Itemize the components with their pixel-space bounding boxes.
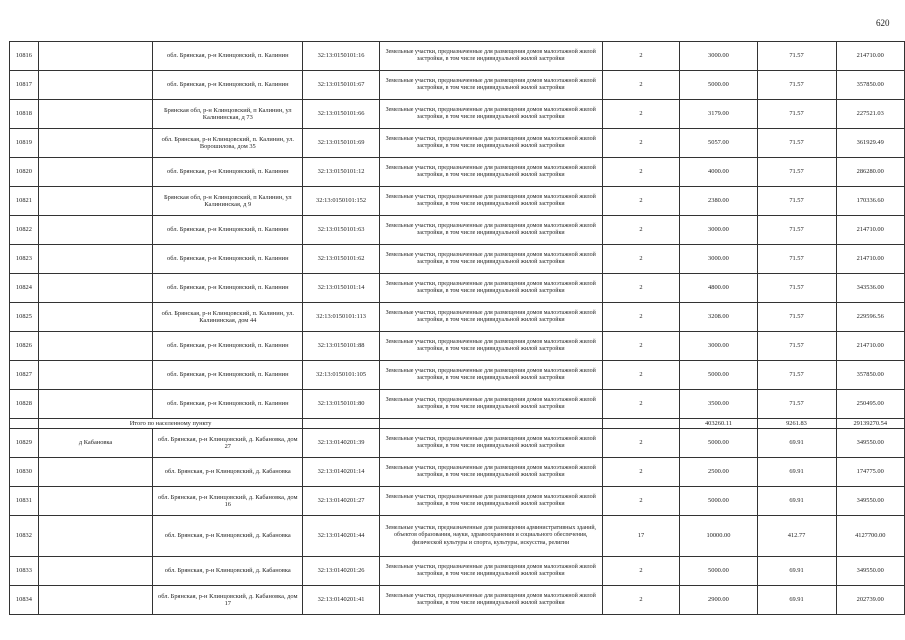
area-cell: 3000.00 [680, 216, 757, 245]
area-cell: 3179.00 [680, 100, 757, 129]
row-number-cell: 10832 [10, 516, 39, 557]
table-row [10, 390, 905, 419]
value-cell: 170336.60 [836, 187, 905, 216]
rate-cell: 71.57 [757, 71, 836, 100]
land-use-cell: Земельные участки, предназначенные для размещения домов малоэтажной жилой застройки, в том числе индивидуальной жилой застройки [379, 245, 602, 274]
land-use-cell: Земельные участки, предназначенные для размещения домов малоэтажной жилой застройки, в том числе индивидуальной жилой застройки [379, 71, 602, 100]
table-row [10, 586, 905, 615]
rate-cell: 69.91 [757, 458, 836, 487]
value-cell: 29139270.54 [836, 419, 905, 429]
cadastral-number-cell: 32:13:0140201:14 [303, 458, 380, 487]
row-number-cell: 10830 [10, 458, 39, 487]
value-cell: 174775.00 [836, 458, 905, 487]
settlement-cell [38, 158, 152, 187]
cadastral-number-cell: 32:13:0150101:16 [303, 42, 380, 71]
address-cell: обл. Брянская, р-н Клинцовский, д. Кабановка [153, 516, 303, 557]
group-cell: 2 [602, 487, 680, 516]
cadastral-number-cell: 32:13:0150101:105 [303, 361, 380, 390]
cadastral-number-cell: 32:13:0140201:44 [303, 516, 380, 557]
rate-cell: 71.57 [757, 216, 836, 245]
settlement-cell [38, 42, 152, 71]
address-cell: обл. Брянская, р-н Клинцовский, д. Кабановка [153, 557, 303, 586]
land-use-cell: Земельные участки, предназначенные для размещения домов малоэтажной жилой застройки, в том числе индивидуальной жилой застройки [379, 158, 602, 187]
row-number-cell: 10829 [10, 429, 39, 458]
area-cell: 2380.00 [680, 187, 757, 216]
settlement-cell [38, 332, 152, 361]
rate-cell: 71.57 [757, 274, 836, 303]
value-cell: 227521.03 [836, 100, 905, 129]
value-cell: 214710.00 [836, 216, 905, 245]
cadastral-number-cell: 32:13:0140201:39 [303, 429, 380, 458]
settlement-cell [38, 216, 152, 245]
area-cell: 5000.00 [680, 361, 757, 390]
row-number-cell: 10817 [10, 71, 39, 100]
value-cell: 4127700.00 [836, 516, 905, 557]
rate-cell: 412.77 [757, 516, 836, 557]
rate-cell: 71.57 [757, 303, 836, 332]
address-cell: обл. Брянская, р-н Клинцовский, п. Калинин [153, 158, 303, 187]
settlement-cell [38, 303, 152, 332]
land-use-cell: Земельные участки, предназначенные для размещения домов малоэтажной жилой застройки, в том числе индивидуальной жилой застройки [379, 187, 602, 216]
table-row [10, 158, 905, 187]
area-cell: 5000.00 [680, 71, 757, 100]
table-row [10, 187, 905, 216]
row-number-cell: 10831 [10, 487, 39, 516]
area-cell: 4800.00 [680, 274, 757, 303]
table-row [10, 71, 905, 100]
address-cell: обл. Брянская, р-н Клинцовский, д. Кабановка [153, 458, 303, 487]
land-use-cell: Земельные участки, предназначенные для размещения домов малоэтажной жилой застройки, в том числе индивидуальной жилой застройки [379, 129, 602, 158]
cadastral-value-table [9, 41, 905, 615]
table-row [10, 274, 905, 303]
group-cell [602, 419, 680, 429]
row-number-cell [10, 419, 39, 429]
rate-cell: 71.57 [757, 187, 836, 216]
cadastral-number-cell: 32:13:0150101:67 [303, 71, 380, 100]
cadastral-number-cell: 32:13:0150101:80 [303, 390, 380, 419]
land-use-cell: Земельные участки, предназначенные для размещения домов малоэтажной жилой застройки, в том числе индивидуальной жилой застройки [379, 390, 602, 419]
cadastral-number-cell: 32:13:0140201:27 [303, 487, 380, 516]
group-cell: 2 [602, 303, 680, 332]
table-row [10, 129, 905, 158]
row-number-cell: 10816 [10, 42, 39, 71]
area-cell: 3500.00 [680, 390, 757, 419]
cadastral-number-cell: 32:13:0150101:113 [303, 303, 380, 332]
group-cell: 2 [602, 216, 680, 245]
settlement-cell [38, 274, 152, 303]
land-use-cell: Земельные участки, предназначенные для размещения домов малоэтажной жилой застройки, в том числе индивидуальной жилой застройки [379, 303, 602, 332]
settlement-cell [38, 390, 152, 419]
area-cell: 5057.00 [680, 129, 757, 158]
settlement-cell [38, 586, 152, 615]
rate-cell: 71.57 [757, 245, 836, 274]
address-cell: обл. Брянская, р-н Клинцовский, п. Калинин [153, 245, 303, 274]
address-cell: Брянская обл, р-н Клинцовский, п Калинин, ул Калининская, д 9 [153, 187, 303, 216]
row-number-cell: 10823 [10, 245, 39, 274]
address-cell: обл. Брянская, р-н Клинцовский, д. Кабановка, дом 17 [153, 586, 303, 615]
row-number-cell: 10820 [10, 158, 39, 187]
value-cell: 361929.49 [836, 129, 905, 158]
settlement-cell [38, 361, 152, 390]
cadastral-number-cell: 32:13:0150101:69 [303, 129, 380, 158]
land-use-cell: Земельные участки, предназначенные для размещения домов малоэтажной жилой застройки, в том числе индивидуальной жилой застройки [379, 216, 602, 245]
rate-cell: 71.57 [757, 129, 836, 158]
row-number-cell: 10833 [10, 557, 39, 586]
address-cell: обл. Брянская, р-н Клинцовский, д. Кабановка, дом 27 [153, 429, 303, 458]
land-use-cell: Земельные участки, предназначенные для размещения домов малоэтажной жилой застройки, в том числе индивидуальной жилой застройки [379, 458, 602, 487]
cadastral-number-cell: 32:13:0150101:66 [303, 100, 380, 129]
group-cell: 2 [602, 557, 680, 586]
table-row [10, 245, 905, 274]
address-cell: обл. Брянская, р-н Клинцовский, п. Калинин [153, 216, 303, 245]
address-cell: Брянская обл, р-н Клинцовский, п Калинин, ул Калининская, д 73 [153, 100, 303, 129]
value-cell: 349550.00 [836, 429, 905, 458]
value-cell: 229596.56 [836, 303, 905, 332]
address-cell: обл. Брянская, р-н Клинцовский, п. Калинин, ул. Ворошилова, дом 35 [153, 129, 303, 158]
group-cell: 2 [602, 129, 680, 158]
group-cell: 2 [602, 361, 680, 390]
area-cell: 3208.00 [680, 303, 757, 332]
rate-cell: 69.91 [757, 487, 836, 516]
land-use-cell: Земельные участки, предназначенные для размещения домов малоэтажной жилой застройки, в том числе индивидуальной жилой застройки [379, 274, 602, 303]
area-cell: 4000.00 [680, 158, 757, 187]
rate-cell: 71.57 [757, 158, 836, 187]
group-cell: 2 [602, 586, 680, 615]
land-use-cell: Земельные участки, предназначенные для размещения домов малоэтажной жилой застройки, в том числе индивидуальной жилой застройки [379, 361, 602, 390]
area-cell: 5000.00 [680, 429, 757, 458]
area-cell: 403260.11 [680, 419, 757, 429]
table-row [10, 487, 905, 516]
group-cell: 2 [602, 274, 680, 303]
rate-cell: 69.91 [757, 429, 836, 458]
table-row [10, 458, 905, 487]
row-number-cell: 10828 [10, 390, 39, 419]
rate-cell: 69.91 [757, 557, 836, 586]
row-number-cell: 10826 [10, 332, 39, 361]
group-cell: 2 [602, 187, 680, 216]
group-cell: 2 [602, 458, 680, 487]
group-cell: 2 [602, 42, 680, 71]
address-cell: обл. Брянская, р-н Клинцовский, п. Калинин, ул. Калининская, дом 44 [153, 303, 303, 332]
value-cell: 286280.00 [836, 158, 905, 187]
settlement-cell [38, 516, 152, 557]
summary-row [10, 419, 905, 429]
address-cell: обл. Брянская, р-н Клинцовский, п. Калинин [153, 274, 303, 303]
rate-cell: 71.57 [757, 390, 836, 419]
cadastral-number-cell: 32:13:0150101:62 [303, 245, 380, 274]
page-number: 620 [876, 18, 890, 28]
row-number-cell: 10825 [10, 303, 39, 332]
group-cell: 2 [602, 158, 680, 187]
cadastral-number-cell [303, 419, 380, 429]
rate-cell: 71.57 [757, 332, 836, 361]
cadastral-number-cell: 32:13:0150101:88 [303, 332, 380, 361]
value-cell: 343536.00 [836, 274, 905, 303]
area-cell: 2500.00 [680, 458, 757, 487]
rate-cell: 69.91 [757, 586, 836, 615]
table-row [10, 332, 905, 361]
row-number-cell: 10834 [10, 586, 39, 615]
table-row [10, 516, 905, 557]
value-cell: 349550.00 [836, 557, 905, 586]
area-cell: 5000.00 [680, 487, 757, 516]
value-cell: 357850.00 [836, 361, 905, 390]
row-number-cell: 10818 [10, 100, 39, 129]
group-cell: 2 [602, 245, 680, 274]
cadastral-number-cell: 32:13:0150101:12 [303, 158, 380, 187]
area-cell: 3000.00 [680, 42, 757, 71]
rate-cell: 9261.83 [757, 419, 836, 429]
settlement-cell [38, 487, 152, 516]
row-number-cell: 10824 [10, 274, 39, 303]
area-cell: 5000.00 [680, 557, 757, 586]
row-number-cell: 10819 [10, 129, 39, 158]
land-use-cell: Земельные участки, предназначенные для размещения домов малоэтажной жилой застройки, в том числе индивидуальной жилой застройки [379, 487, 602, 516]
cadastral-number-cell: 32:13:0140201:41 [303, 586, 380, 615]
value-cell: 214710.00 [836, 332, 905, 361]
row-number-cell: 10821 [10, 187, 39, 216]
address-cell: обл. Брянская, р-н Клинцовский, д. Кабановка, дом 16 [153, 487, 303, 516]
land-use-cell: Земельные участки, предназначенные для размещения домов малоэтажной жилой застройки, в том числе индивидуальной жилой застройки [379, 557, 602, 586]
rate-cell: 71.57 [757, 42, 836, 71]
rate-cell: 71.57 [757, 100, 836, 129]
table-row [10, 429, 905, 458]
area-cell: 3000.00 [680, 245, 757, 274]
row-number-cell: 10827 [10, 361, 39, 390]
value-cell: 357850.00 [836, 71, 905, 100]
table-body [10, 42, 905, 615]
table-row [10, 557, 905, 586]
address-cell: обл. Брянская, р-н Клинцовский, п. Калинин [153, 390, 303, 419]
table-row [10, 100, 905, 129]
area-cell: 2900.00 [680, 586, 757, 615]
settlement-cell [38, 187, 152, 216]
value-cell: 202739.00 [836, 586, 905, 615]
address-cell: обл. Брянская, р-н Клинцовский, п. Калинин [153, 361, 303, 390]
settlement-cell [38, 129, 152, 158]
settlement-cell [38, 71, 152, 100]
group-cell: 2 [602, 100, 680, 129]
value-cell: 214710.00 [836, 42, 905, 71]
summary-label-cell: Итого по населенному пункту [38, 419, 302, 429]
cadastral-number-cell: 32:13:0150101:14 [303, 274, 380, 303]
address-cell: обл. Брянская, р-н Клинцовский, п. Калинин [153, 42, 303, 71]
area-cell: 3000.00 [680, 332, 757, 361]
table-row [10, 42, 905, 71]
group-cell: 2 [602, 390, 680, 419]
land-use-cell: Земельные участки, предназначенные для размещения домов малоэтажной жилой застройки, в том числе индивидуальной жилой застройки [379, 100, 602, 129]
row-number-cell: 10822 [10, 216, 39, 245]
cadastral-number-cell: 32:13:0150101:63 [303, 216, 380, 245]
value-cell: 250495.00 [836, 390, 905, 419]
value-cell: 214710.00 [836, 245, 905, 274]
group-cell: 2 [602, 71, 680, 100]
land-use-cell [379, 419, 602, 429]
settlement-cell: д Кабановка [38, 429, 152, 458]
rate-cell: 71.57 [757, 361, 836, 390]
area-cell: 10000.00 [680, 516, 757, 557]
table-row [10, 303, 905, 332]
land-use-cell: Земельные участки, предназначенные для размещения домов малоэтажной жилой застройки, в том числе индивидуальной жилой застройки [379, 429, 602, 458]
cadastral-number-cell: 32:13:0150101:152 [303, 187, 380, 216]
value-cell: 349550.00 [836, 487, 905, 516]
address-cell: обл. Брянская, р-н Клинцовский, п. Калинин [153, 332, 303, 361]
settlement-cell [38, 100, 152, 129]
settlement-cell [38, 458, 152, 487]
settlement-cell [38, 557, 152, 586]
cadastral-number-cell: 32:13:0140201:26 [303, 557, 380, 586]
address-cell: обл. Брянская, р-н Клинцовский, п. Калинин [153, 71, 303, 100]
table-row [10, 361, 905, 390]
group-cell: 2 [602, 332, 680, 361]
land-use-cell: Земельные участки, предназначенные для размещения домов малоэтажной жилой застройки, в том числе индивидуальной жилой застройки [379, 42, 602, 71]
table-row [10, 216, 905, 245]
settlement-cell [38, 245, 152, 274]
land-use-cell: Земельные участки, предназначенные для размещения домов малоэтажной жилой застройки, в том числе индивидуальной жилой застройки [379, 586, 602, 615]
group-cell: 17 [602, 516, 680, 557]
land-use-cell: Земельные участки, предназначенные для размещения домов малоэтажной жилой застройки, в том числе индивидуальной жилой застройки [379, 332, 602, 361]
group-cell: 2 [602, 429, 680, 458]
land-use-cell: Земельные участки, предназначенные для размещения административных зданий, объектов образования, науки, здравоохранения и социального обеспечения, физической культуры и спорта, культуры, искусства, религии [379, 516, 602, 557]
